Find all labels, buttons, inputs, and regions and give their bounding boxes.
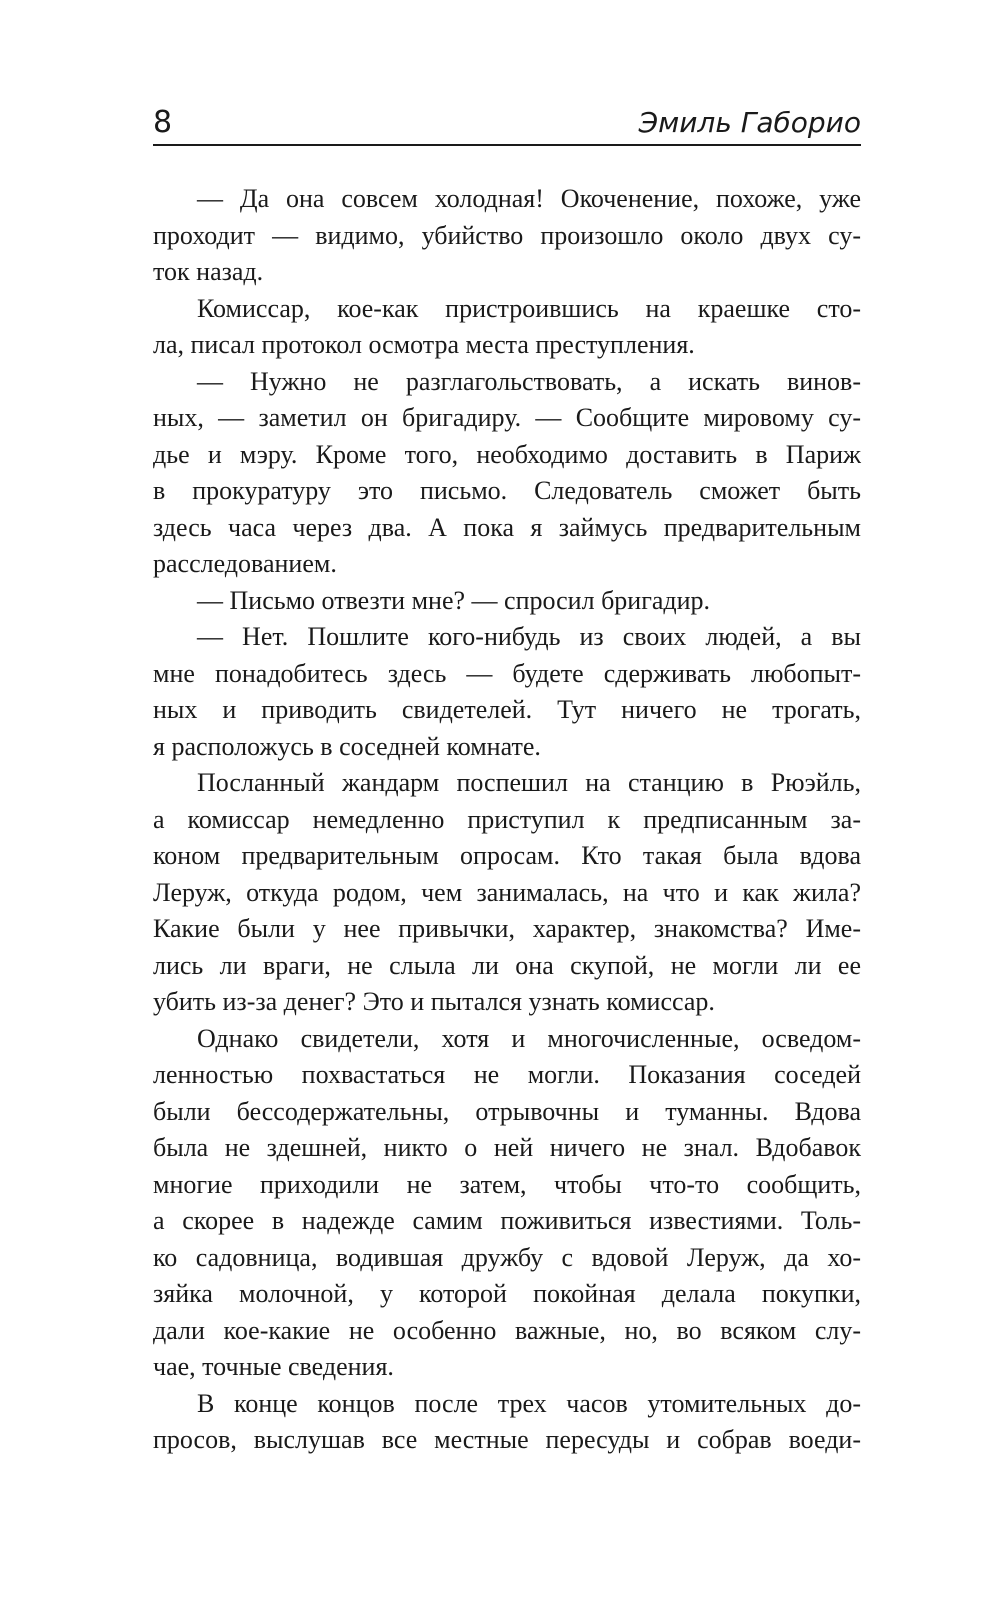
text-line: дье и мэру. Кроме того, необходимо доставить в Париж — [153, 439, 861, 469]
text-line: — Нужно не разглагольствовать, а искать винов- — [197, 366, 861, 396]
text-line: убить из-за денег? Это и пытался узнать комиссар. — [153, 987, 715, 1016]
text-line: лись ли враги, не слыла ли она скупой, не могли ли ее — [153, 950, 861, 980]
text-line: я расположусь в соседней комнате. — [153, 731, 541, 761]
text-line: а скорее в надежде самим поживиться известиями. Толь- — [153, 1206, 861, 1235]
text-line: в прокуратуру это письмо. Следователь сможет быть — [153, 476, 861, 505]
text-line: — Письмо отвезти мне? — спросил бригадир. — [197, 585, 711, 615]
text-line: расследованием. — [153, 549, 337, 578]
text-line: а комиссар немедленно приступил к предписанным за- — [153, 804, 861, 834]
text-line: ко садовница, водившая дружбу с вдовой Леруж, да хо- — [153, 1242, 861, 1272]
text-line: проходит — видимо, убийство произошло около двух су- — [153, 220, 861, 250]
text-line: многие приходили не затем, чтобы что-то сообщить, — [153, 1169, 861, 1199]
text-line: Однако свидетели, хотя и многочисленные, осведом- — [197, 1023, 861, 1053]
running-head-author: Эмиль Габорио — [638, 106, 861, 139]
text-line: ных, — заметил он бригадиру. — Сообщите мировому су- — [153, 403, 861, 432]
text-line: Посланный жандарм поспешил на станцию в Рюэйль, — [197, 768, 861, 797]
text-line: чае, точные сведения. — [153, 1352, 394, 1381]
page-number: 8 — [153, 105, 173, 140]
text-line: ток назад. — [153, 257, 264, 286]
text-line: зяйка молочной, у которой покойная делала покупки, — [153, 1279, 861, 1308]
text-line: была не здешней, никто о ней ничего не знал. Вдобавок — [153, 1133, 861, 1162]
text-line: дали кое-какие не особенно важные, но, во всяком слу- — [153, 1315, 861, 1345]
body-text — [153, 181, 861, 1459]
text-line: коном предварительным опросам. Кто такая была вдова — [153, 841, 861, 870]
text-line: Леруж, откуда родом, чем занималась, на что и как жила? — [153, 877, 861, 907]
book-page — [153, 0, 861, 1616]
text-line: Комиссар, кое-как пристроившись на краешке сто- — [197, 293, 861, 323]
text-line: просов, выслушав все местные пересуды и собрав воеди- — [153, 1425, 861, 1454]
text-line: В конце концов после трех часов утомительных до- — [197, 1388, 861, 1418]
text-line: — Нет. Пошлите кого-нибудь из своих людей, а вы — [197, 622, 861, 651]
text-line: здесь часа через два. А пока я займусь предварительным — [153, 512, 861, 542]
text-line: ла, писал протокол осмотра места преступления. — [153, 330, 695, 359]
text-line: мне понадобитесь здесь — будете сдерживать любопыт- — [153, 658, 861, 688]
text-line: — Да она совсем холодная! Окоченение, похоже, уже — [197, 184, 861, 213]
text-line: Какие были у нее привычки, характер, знакомства? Име- — [153, 914, 861, 943]
text-line: были бессодержательны, отрывочны и туманны. Вдова — [153, 1096, 861, 1126]
text-line: ленностью похвастаться не могли. Показания соседей — [153, 1060, 861, 1089]
text-line: ных и приводить свидетелей. Тут ничего не трогать, — [153, 695, 861, 724]
running-head — [153, 104, 861, 146]
